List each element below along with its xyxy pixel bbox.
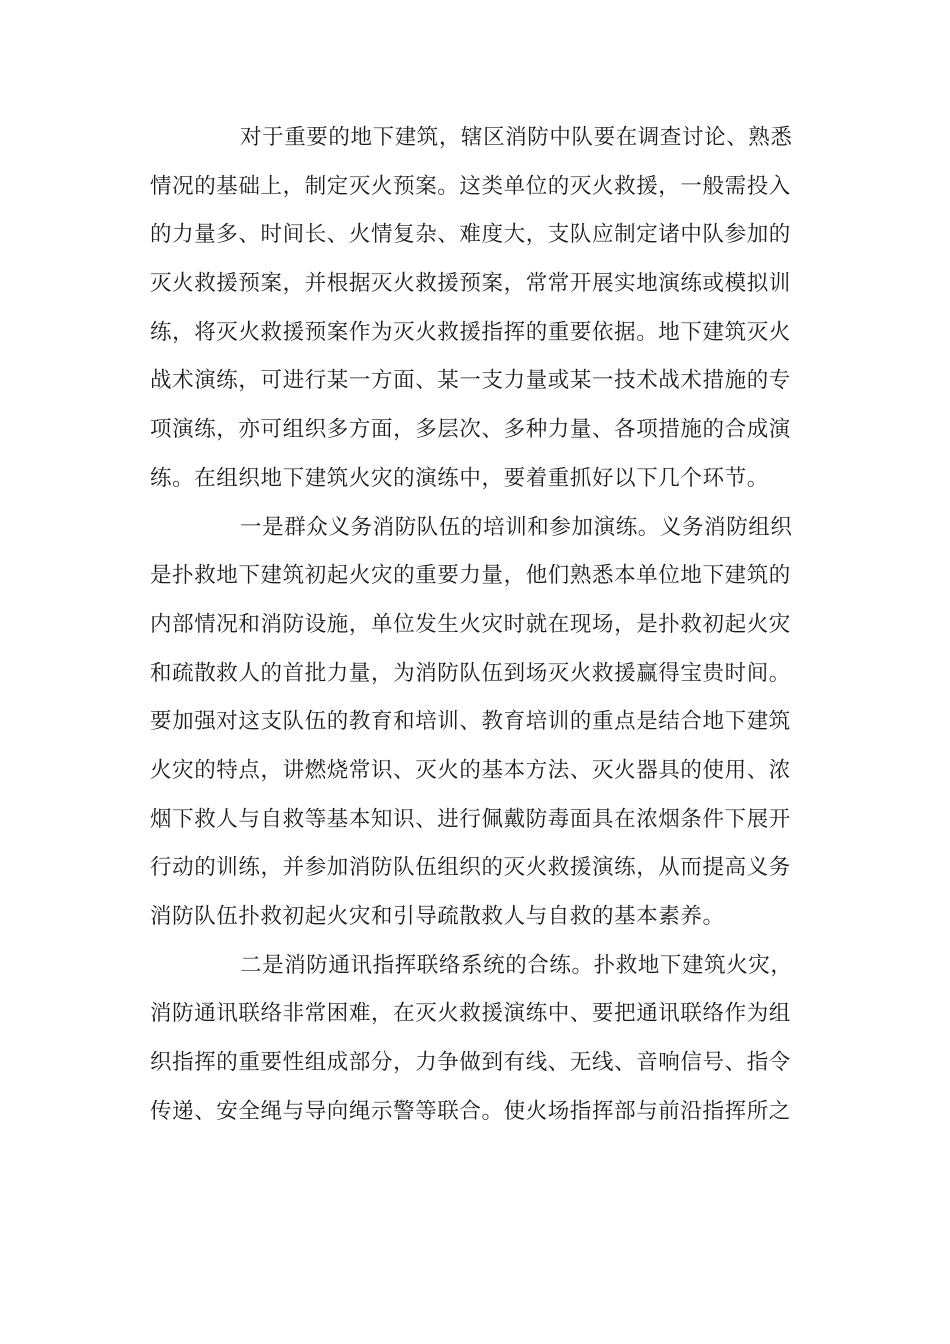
text-line: 烟下救人与自救等基本知识、进行佩戴防毒面具在浓烟条件下展开 xyxy=(150,806,791,832)
text-line: 要加强对这支队伍的教育和培训、教育培训的重点是结合地下建筑 xyxy=(150,709,791,735)
text-line: 二是消防通讯指挥联络系统的合练。扑救地下建筑火灾， xyxy=(240,952,793,978)
text-line: 消防队伍扑救初起火灾和引导疏散救人与自救的基本素养。 xyxy=(150,904,725,929)
text-line: 内部情况和消防设施，单位发生火灾时就在现场，是扑救初起火灾 xyxy=(150,611,791,637)
text-line: 一是群众义务消防队伍的培训和参加演练。义务消防组织 xyxy=(240,514,793,540)
text-line: 项演练，亦可组织多方面，多层次、多种力量、各项措施的合成演 xyxy=(150,417,791,443)
text-line: 练。在组织地下建筑火灾的演练中，要着重抓好以下几个环节。 xyxy=(150,465,769,491)
text-line: 练，将灭火救援预案作为灭火救援指挥的重要依据。地下建筑灭火 xyxy=(150,319,791,345)
text-line: 战术演练，可进行某一方面、某一支力量或某一技术战术措施的专 xyxy=(150,368,791,394)
text-line: 消防通讯联络非常困难，在灭火救援演练中、要把通讯联络作为组 xyxy=(150,1001,791,1027)
text-line: 灭火救援预案，并根据灭火救援预案，常常开展实地演练或模拟训 xyxy=(150,271,791,297)
text-line: 是扑救地下建筑初起火灾的重要力量，他们熟悉本单位地下建筑的 xyxy=(150,563,791,589)
paragraph-volunteer-training xyxy=(150,504,800,942)
document-body xyxy=(150,114,800,1136)
text-line: 行动的训练，并参加消防队伍组织的灭火救援演练，从而提高义务 xyxy=(150,855,791,881)
text-line: 和疏散救人的首批力量，为消防队伍到场灭火救援赢得宝贵时间。 xyxy=(150,660,791,686)
text-line: 传递、安全绳与导向绳示警等联合。使火场指挥部与前沿指挥所之 xyxy=(150,1098,791,1124)
paragraph-communication-drill xyxy=(150,942,800,1137)
text-line: 火灾的特点，讲燃烧常识、灭火的基本方法、灭火器具的使用、浓 xyxy=(150,757,791,783)
text-line: 情况的基础上，制定灭火预案。这类单位的灭火救援，一般需投入 xyxy=(150,173,791,199)
paragraph-drill-planning xyxy=(150,114,800,504)
text-line: 对于重要的地下建筑，辖区消防中队要在调查讨论、熟悉 xyxy=(240,125,793,150)
text-line: 的力量多、时间长、火情复杂、难度大，支队应制定诸中队参加的 xyxy=(150,222,791,248)
text-line: 织指挥的重要性组成部分，力争做到有线、无线、音响信号、指令 xyxy=(150,1050,791,1076)
